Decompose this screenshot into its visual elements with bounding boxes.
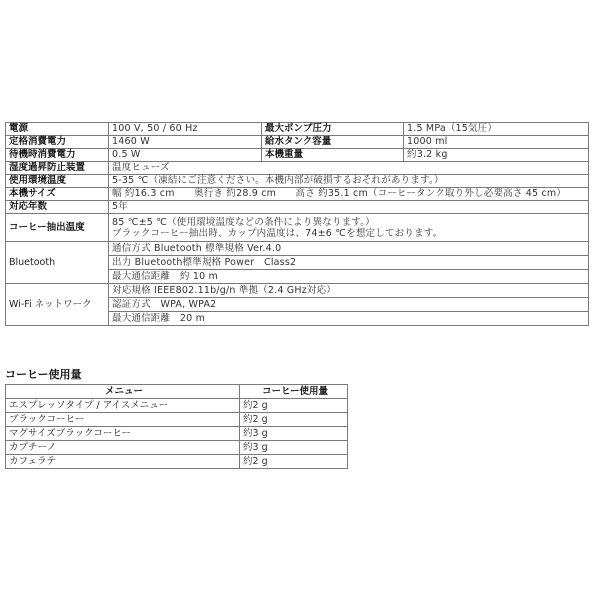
table-row xyxy=(6,427,348,441)
spec-value: 5-35 ℃（凍結にご注意ください。本機内部が破損するおそれがあります。） xyxy=(109,175,589,188)
spec-value: 100 V, 50 / 60 Hz xyxy=(109,123,262,136)
usage-menu-cell: マグサイズブラックコーヒー xyxy=(6,427,240,441)
spec-value-line: 85 ℃±5 ℃（使用環境温度などの条件により異なります。） xyxy=(112,216,375,228)
spec-label: 対応年数 xyxy=(6,201,109,214)
spec-row-temperature xyxy=(6,214,589,242)
spec-label: 給水タンク容量 xyxy=(262,136,404,149)
spec-value: 5年 xyxy=(109,201,589,214)
spec-row-environment xyxy=(6,175,589,188)
spec-value-line: ブラックコーヒー抽出時、カップ内温度は、74±6 ℃を想定しております。 xyxy=(112,227,443,239)
spec-sub-item: 出力 Bluetooth標準規格 Power Class2 xyxy=(109,256,588,270)
spec-sub-item: 最大通信距離 約 10 m xyxy=(112,271,218,282)
table-row xyxy=(6,413,348,427)
usage-table xyxy=(5,384,348,469)
spec-label: 本機重量 xyxy=(262,149,404,162)
spec-value: 1460 W xyxy=(109,136,262,149)
spec-sub-item: 最大通信距離 20 m xyxy=(112,313,206,324)
spec-value: 幅 約16.3 cm 奥行き 約28.9 cm 高さ 約35.1 cm（コーヒータンク取り外し必要高さ 45 cm） xyxy=(109,188,589,201)
spec-value-group xyxy=(109,242,589,284)
spec-sub-item: 対応規格 IEEE802.11b/g/n 準拠（2.4 GHz対応） xyxy=(109,284,588,298)
spec-value: 温度ヒューズ xyxy=(109,162,589,175)
spec-row-consumption xyxy=(6,136,589,149)
spec-label: Bluetooth xyxy=(6,242,109,284)
usage-menu-cell: ブラックコーヒー xyxy=(6,413,240,427)
table-row xyxy=(6,455,348,469)
spec-value: 1000 ml xyxy=(404,136,589,149)
usage-amount-cell: 約2 g xyxy=(240,413,348,427)
spec-label: 本機サイズ xyxy=(6,188,109,201)
spec-label: Wi-Fi ネットワーク xyxy=(6,284,109,326)
usage-header-amount: コーヒー使用量 xyxy=(240,385,348,399)
table-row xyxy=(6,399,348,413)
usage-section-title: コーヒー使用量 xyxy=(5,368,82,381)
usage-menu-cell: カフェラテ xyxy=(6,455,240,469)
spec-row-size xyxy=(6,188,589,201)
spec-value xyxy=(109,214,589,242)
spec-row-years xyxy=(6,201,589,214)
spec-label: 待機時消費電力 xyxy=(6,149,109,162)
spec-label: 最大ポンプ圧力 xyxy=(262,123,404,136)
spec-label: 定格消費電力 xyxy=(6,136,109,149)
spec-value-group xyxy=(109,284,589,326)
spec-row-wifi xyxy=(6,284,589,326)
spec-row-standby xyxy=(6,149,589,162)
spec-sub-item: 認証方式 WPA, WPA2 xyxy=(109,298,588,312)
spec-row-overheat xyxy=(6,162,589,175)
usage-amount-cell: 約3 g xyxy=(240,441,348,455)
usage-header-menu: メニュー xyxy=(6,385,240,399)
spec-sub-item: 通信方式 Bluetooth 標準規格 Ver.4.0 xyxy=(109,242,588,256)
usage-menu-cell: エスプレッソタイプ / アイスメニュー xyxy=(6,399,240,413)
usage-amount-cell: 約3 g xyxy=(240,427,348,441)
spec-row-power xyxy=(6,123,589,136)
spec-label: 使用環境温度 xyxy=(6,175,109,188)
usage-header-row xyxy=(6,385,348,399)
spec-table xyxy=(5,122,589,326)
spec-value: 1.5 MPa（15気圧） xyxy=(404,123,589,136)
spec-value: 0.5 W xyxy=(109,149,262,162)
usage-amount-cell: 約2 g xyxy=(240,455,348,469)
spec-label: 湿度過昇防止装置 xyxy=(6,162,109,175)
usage-amount-cell: 約2 g xyxy=(240,399,348,413)
spec-value: 約3.2 kg xyxy=(404,149,589,162)
usage-menu-cell: カプチーノ xyxy=(6,441,240,455)
table-row xyxy=(6,441,348,455)
spec-label: 電源 xyxy=(6,123,109,136)
spec-row-bluetooth xyxy=(6,242,589,284)
spec-label: コーヒー抽出温度 xyxy=(6,214,109,242)
